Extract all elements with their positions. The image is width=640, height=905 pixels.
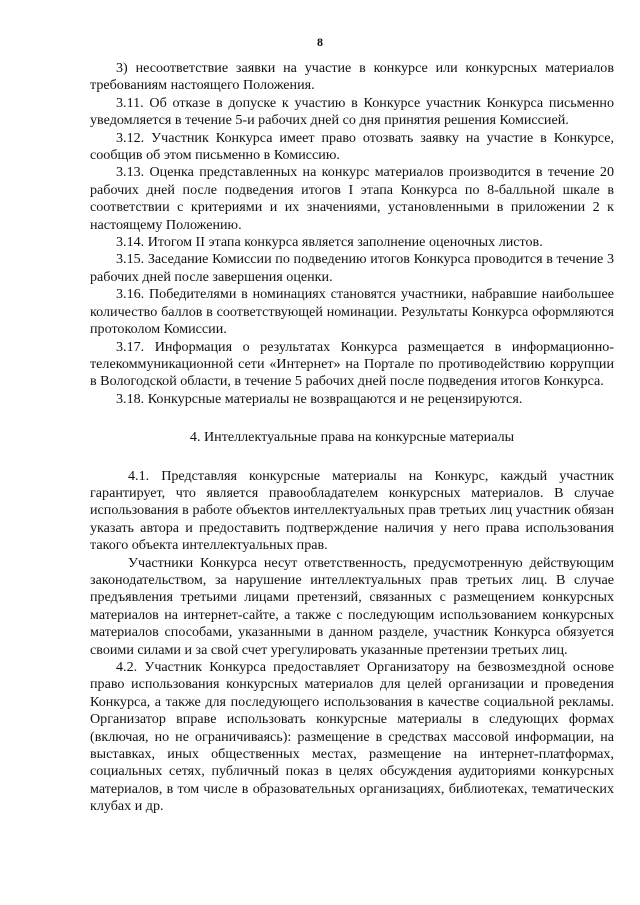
paragraph-3-13: 3.13. Оценка представленных на конкурс материалов производится в течение 20 рабочих дней после подведения итогов I этапа Конкурса по 8-балльной шкале в соответствии с критериями и их значениями, установленными в приложении 2 к настоящему Положению. bbox=[90, 164, 614, 233]
paragraph-3-15: 3.15. Заседание Комиссии по подведению итогов Конкурса проводится в течение 3 рабочих дней после завершения оценки. bbox=[90, 251, 614, 285]
paragraph-3-18: 3.18. Конкурсные материалы не возвращаются и не рецензируются. bbox=[116, 390, 523, 407]
paragraph-3-17: 3.17. Информация о результатах Конкурса размещается в информационно-телекоммуникационной сети «Интернет» на Портале по противодействию коррупции в Вологодской области, в течение 5 рабочих дней после подведения итогов Конкурса. bbox=[90, 338, 614, 390]
document-body bbox=[90, 60, 614, 816]
paragraph-3-11: 3.11. Об отказе в допуске к участию в Конкурсе участник Конкурса письменно уведомляется в течение 5-и рабочих дней со дня принятия решения Комиссией. bbox=[90, 94, 614, 129]
section-heading: 4. Интеллектуальные права на конкурсные материалы bbox=[189, 429, 515, 446]
paragraph-3-item-3: 3) несоответствие заявки на участие в конкурсе или конкурсных материалов требованиям настоящего Положения. bbox=[90, 60, 614, 94]
paragraph-4-1: 4.1. Представляя конкурсные материалы на Конкурс, каждый участник гарантирует, что является правообладателем конкурсных материалов. В случае использования в работе объектов интеллектуальных прав третьих лиц участник обязан указать автора и предоставить подтверждение наличия у него права использования такого объекта интеллектуальных прав. bbox=[90, 467, 614, 554]
paragraph-3-16: 3.16. Победителями в номинациях становятся участники, набравшие наибольшее количество баллов в соответствующей номинации. Результаты Конкурса оформляются протоколом Комиссии. bbox=[90, 286, 614, 338]
paragraph-4-2: 4.2. Участник Конкурса предоставляет Организатору на безвозмездной основе право использования конкурсных материалов для целей организации и проведения Конкурса, а также для последующего использования в качестве социальной рекламы. Организатор вправе использовать конкурсные материалы в следующих формах (включая, но не ограничиваясь): размещение в средствах массовой информации, на выставках, иных общественных местах, размещение на интернет-платформах, социальных сетях, публичный показ в целях обсуждения аудиториями конкурсных материалов, в том числе в образовательных организациях, библиотеках, тематических клубах и др. bbox=[90, 659, 614, 815]
paragraph-3-14: 3.14. Итогом II этапа конкурса является заполнение оценочных листов. bbox=[116, 234, 543, 251]
paragraph-3-12: 3.12. Участник Конкурса имеет право отозвать заявку на участие в Конкурсе, сообщив об этом письменно в Комиссию. bbox=[90, 129, 614, 164]
paragraph-4-1-liability: Участники Конкурса несут ответственность, предусмотренную действующим законодательством, за нарушение интеллектуальных прав третьих лиц. В случае предъявления третьими лицами претензий, связанных с размещением конкурсных материалов на интернет-сайте, а также с последующим использованием конкурсных материалов способами, указанными в данном разделе, участник Конкурса обязуется своими силами и за свой счет урегулировать указанные претензии третьих лиц. bbox=[90, 554, 614, 658]
page-number: 8 bbox=[317, 35, 323, 49]
